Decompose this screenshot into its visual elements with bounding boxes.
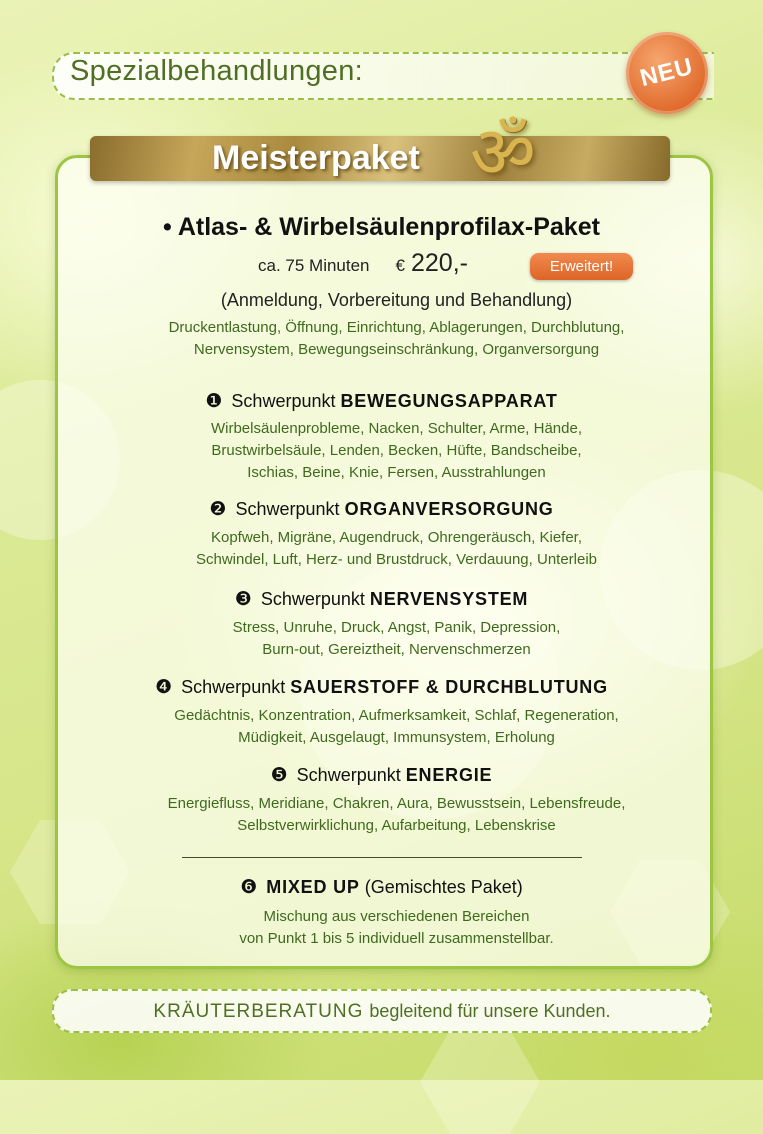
detail-line: Gedächtnis, Konzentration, Aufmerksamkeit, Schlaf, Regeneration, bbox=[174, 707, 619, 724]
section-title: MIXED UP bbox=[266, 877, 360, 897]
price: 220,- bbox=[410, 249, 468, 277]
section-prefix: Schwerpunkt bbox=[296, 765, 401, 785]
section-number: ❺ bbox=[270, 765, 288, 786]
package-title: • Atlas- & Wirbelsäulenprofilax-Paket bbox=[163, 213, 600, 241]
divider bbox=[182, 857, 582, 858]
page-title: Spezialbehandlungen: bbox=[70, 55, 364, 87]
section-prefix: Schwerpunkt bbox=[260, 589, 365, 609]
detail-line: Müdigkeit, Ausgelaugt, Immunsystem, Erholung bbox=[238, 729, 555, 746]
section-heading-energie bbox=[0, 764, 763, 787]
section-details bbox=[0, 906, 763, 950]
duration: ca. 75 Minuten bbox=[258, 256, 370, 275]
benefit-line: Nervensystem, Bewegungseinschränkung, Organversorgung bbox=[193, 341, 600, 358]
section-prefix: Schwerpunkt bbox=[181, 677, 286, 697]
new-badge bbox=[626, 32, 708, 114]
section-heading-sauerstoff bbox=[0, 676, 763, 699]
section-title: NERVENSYSTEM bbox=[369, 589, 529, 609]
section-details bbox=[0, 418, 763, 484]
detail-line: Energiefluss, Meridiane, Chakren, Aura, Bewusstsein, Lebensfreude, bbox=[167, 795, 626, 812]
detail-line: Selbstverwirklichung, Aufarbeitung, Lebenskrise bbox=[237, 817, 556, 834]
section-number: ❻ bbox=[240, 877, 258, 898]
footer-sentence: begleitend für unsere Kunden. bbox=[369, 1001, 611, 1021]
section-suffix: (Gemischtes Paket) bbox=[364, 877, 523, 897]
background-hexagon bbox=[420, 1030, 540, 1134]
section-number: ❶ bbox=[205, 391, 223, 412]
detail-line: Mischung aus verschiedenen Bereichen bbox=[263, 908, 530, 925]
section-title: SAUERSTOFF & DURCHBLUTUNG bbox=[290, 677, 608, 697]
section-prefix: Schwerpunkt bbox=[231, 391, 336, 411]
detail-line: Ischias, Beine, Knie, Fersen, Ausstrahlungen bbox=[247, 464, 546, 481]
footer-text bbox=[52, 989, 712, 1033]
footer-caps: KRÄUTERBERATUNG bbox=[153, 1001, 364, 1022]
section-number: ❸ bbox=[234, 589, 252, 610]
section-details bbox=[0, 617, 763, 661]
section-prefix: Schwerpunkt bbox=[235, 499, 340, 519]
section-details bbox=[0, 527, 763, 571]
om-icon: ॐ bbox=[470, 110, 536, 194]
detail-line: Schwindel, Luft, Herz- und Brustdruck, Verdauung, Unterleib bbox=[195, 551, 598, 568]
currency: € bbox=[395, 256, 405, 275]
section-title: ENERGIE bbox=[405, 765, 493, 785]
section-title: BEWEGUNGSAPPARAT bbox=[340, 391, 558, 411]
package-note: (Anmeldung, Vorbereitung und Behandlung) bbox=[220, 290, 573, 310]
new-badge-label: NEU bbox=[637, 52, 697, 93]
section-heading-nervensystem bbox=[0, 588, 763, 611]
section-heading-mixed-up bbox=[0, 876, 763, 899]
detail-line: Wirbelsäulenprobleme, Nacken, Schulter, Arme, Hände, bbox=[210, 420, 582, 437]
section-details bbox=[0, 705, 763, 749]
detail-line: von Punkt 1 bis 5 individuell zusammenstellbar. bbox=[239, 930, 554, 947]
section-title: ORGANVERSORGUNG bbox=[344, 499, 554, 519]
package-benefits bbox=[0, 317, 763, 361]
price-row bbox=[258, 249, 468, 281]
section-heading-bewegungsapparat bbox=[0, 390, 763, 413]
extended-badge: Erweitert! bbox=[530, 253, 633, 280]
section-details bbox=[0, 793, 763, 837]
section-number: ❹ bbox=[155, 677, 173, 698]
banner-title: Meisterpaket bbox=[212, 139, 420, 177]
detail-line: Burn-out, Gereiztheit, Nervenschmerzen bbox=[262, 641, 531, 658]
detail-line: Stress, Unruhe, Druck, Angst, Panik, Depression, bbox=[232, 619, 561, 636]
section-heading-organversorgung bbox=[0, 498, 763, 521]
benefit-line: Druckentlastung, Öffnung, Einrichtung, Ablagerungen, Durchblutung, bbox=[168, 319, 625, 336]
detail-line: Brustwirbelsäule, Lenden, Becken, Hüfte, Bandscheibe, bbox=[211, 442, 582, 459]
detail-line: Kopfweh, Migräne, Augendruck, Ohrengeräusch, Kiefer, bbox=[210, 529, 583, 546]
section-number: ❷ bbox=[209, 499, 227, 520]
